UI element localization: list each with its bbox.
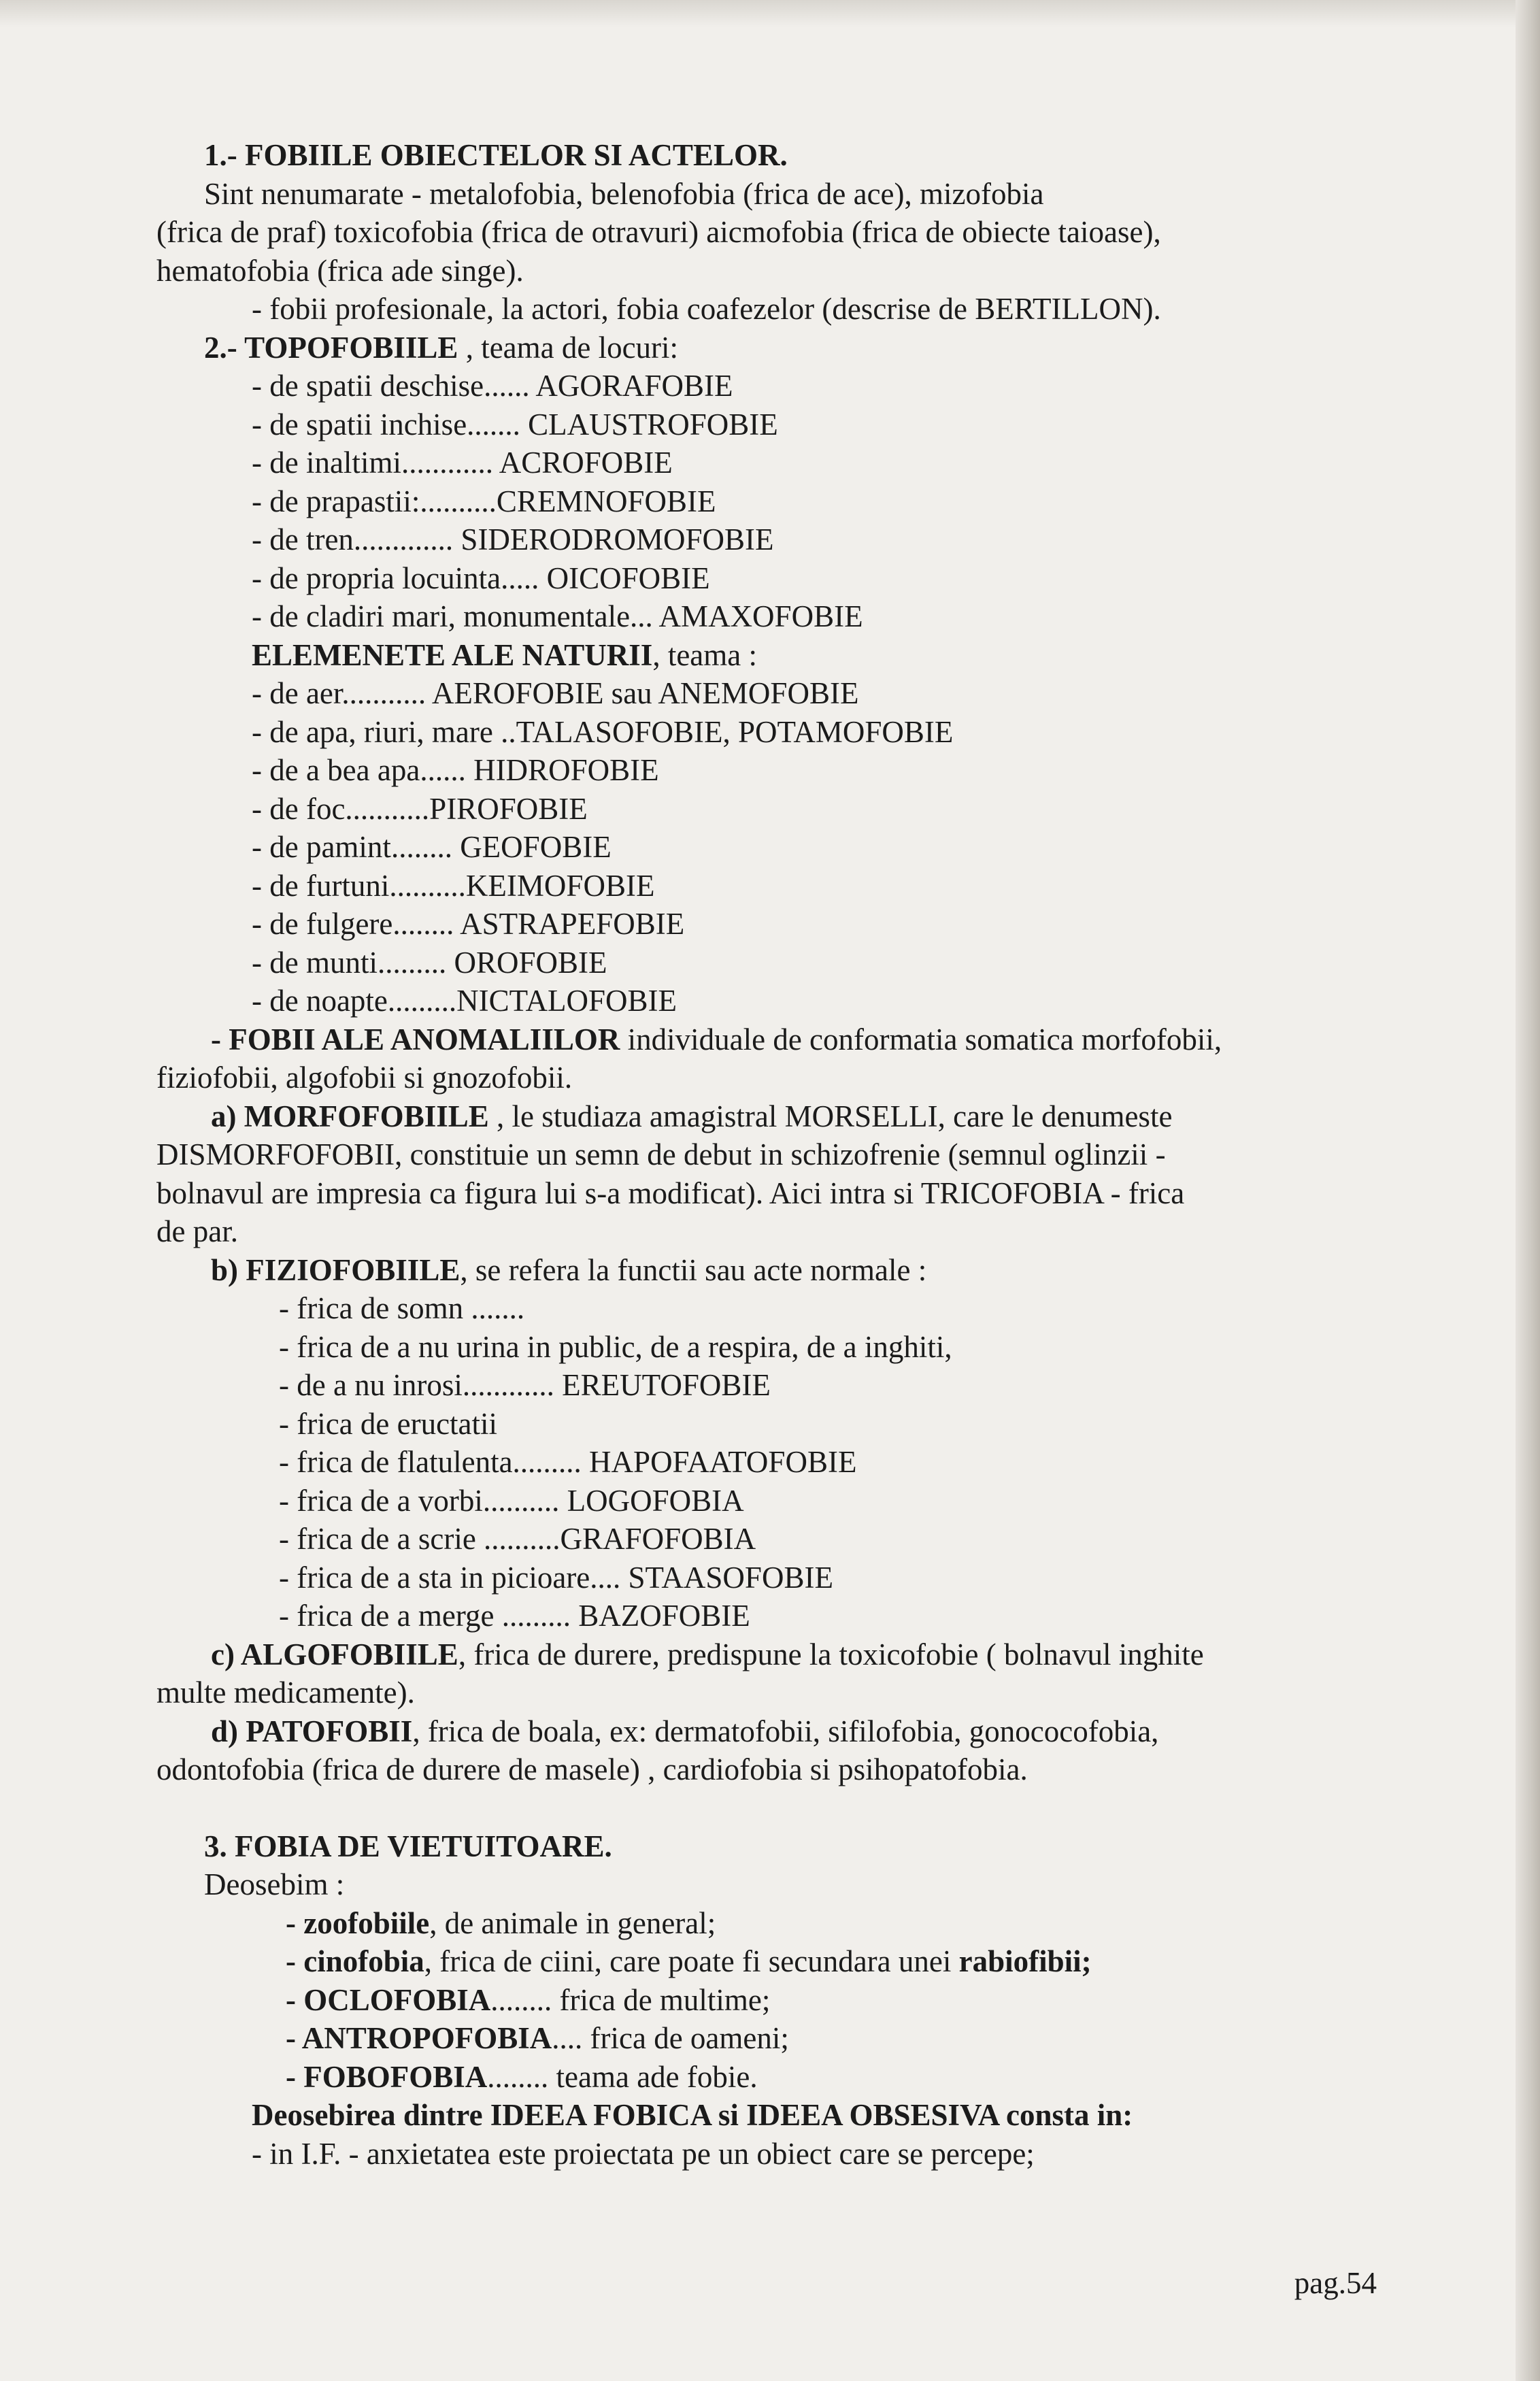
paragraph-line: multe medicamente). — [156, 1676, 415, 1710]
paragraph-line: Sint nenumarate - metalofobia, belenofobia (frica de ace), mizofobia — [204, 176, 1044, 211]
list-item: - de fulgere........ ASTRAPEFOBIE — [252, 907, 685, 941]
item-term: - zoofobiile — [286, 1905, 430, 1940]
list-item: - de tren............. SIDERODROMOFOBIE — [252, 522, 774, 556]
patofobii-rest: , frica de boala, ex: dermatofobii, sifilofobia, gonococofobia, — [412, 1714, 1159, 1748]
list-item: - frica de somn ....... — [279, 1291, 525, 1325]
subheading-elements — [156, 636, 1435, 675]
anomalies-title: - FOBII ALE ANOMALIILOR — [211, 1022, 620, 1056]
item-desc: ........ teama ade fobie. — [487, 2059, 758, 2094]
list-item: - de inaltimi............ ACROFOBIE — [252, 446, 673, 480]
list-item: - de spatii inchise....... CLAUSTROFOBIE — [252, 407, 778, 442]
anomalies-rest: individuale de conformatia somatica morfofobii, — [620, 1022, 1222, 1056]
list-item — [156, 2058, 1435, 2097]
list-item — [156, 2019, 1435, 2058]
algofobii-line — [156, 1635, 1435, 1674]
top-shadow — [0, 0, 1540, 27]
item-desc: , de animale in general; — [429, 1905, 716, 1940]
difference-heading: Deosebirea dintre IDEEA FOBICA si IDEEA OBSESIVA consta in: — [252, 2098, 1133, 2132]
heading-rest: , teama de locuri: — [458, 330, 679, 365]
list-item: - frica de a vorbi.......... LOGOFOBIA — [279, 1483, 744, 1518]
list-item: - de propria locuinta..... OICOFOBIE — [252, 561, 710, 595]
morfofobii-line — [156, 1097, 1435, 1136]
patofobii-label: d) PATOFOBII — [211, 1714, 413, 1748]
patofobii-line — [156, 1712, 1435, 1751]
item-term: - cinofobia — [286, 1944, 424, 1978]
list-item: - de foc...........PIROFOBIE — [252, 791, 588, 826]
paragraph-line: odontofobia (frica de durere de masele) , cardiofobia si psihopatofobia. — [156, 1752, 1028, 1786]
book-spine-shadow — [1516, 0, 1540, 2381]
paragraph-line: de par. — [156, 1214, 238, 1248]
item-term: - ANTROPOFOBIA — [286, 2021, 552, 2055]
item-desc: .... frica de oameni; — [552, 2021, 789, 2055]
item-term-2: rabiofibii; — [958, 1944, 1092, 1978]
paragraph-line: - fobii profesionale, la actori, fobia coafezelor (descrise de BERTILLON). — [252, 292, 1161, 326]
list-item: - frica de a sta in picioare.... STAASOFOBIE — [279, 1560, 833, 1595]
section-heading-1: 1.- FOBIILE OBIECTELOR SI ACTELOR. — [204, 138, 788, 172]
list-item: - de a bea apa...... HIDROFOBIE — [252, 753, 659, 787]
item-term: - OCLOFOBIA — [286, 1982, 491, 2017]
anomalies-line — [156, 1020, 1435, 1059]
algofobii-rest: , frica de durere, predispune la toxicofobie ( bolnavul inghite — [458, 1637, 1204, 1671]
item-desc: ........ frica de multime; — [490, 1982, 771, 2017]
fiziofobii-label: b) FIZIOFOBIILE — [211, 1252, 461, 1287]
list-item: - frica de a nu urina in public, de a respira, de a inghiti, — [279, 1329, 952, 1364]
page-number: pag.54 — [1294, 2266, 1377, 2300]
paragraph-line: - in I.F. - anxietatea este proiectata pe un obiect care se percepe; — [252, 2136, 1035, 2171]
fiziofobii-line — [156, 1251, 1435, 1290]
list-item: - de furtuni..........KEIMOFOBIE — [252, 868, 655, 903]
paragraph-line: (frica de praf) toxicofobia (frica de otravuri) aicmofobia (frica de obiecte taioase), — [156, 215, 1161, 249]
heading-title: 2.- TOPOFOBIILE — [204, 330, 458, 365]
list-item: - de noapte.........NICTALOFOBIE — [252, 984, 677, 1018]
morfofobii-rest: , le studiaza amagistral MORSELLI, care le denumeste — [488, 1099, 1173, 1133]
paragraph-line: fiziofobii, algofobii si gnozofobii. — [156, 1061, 573, 1095]
section-heading-3: 3. FOBIA DE VIETUITOARE. — [204, 1829, 612, 1863]
section-heading-2 — [156, 329, 1435, 367]
paragraph-line: Deosebim : — [204, 1867, 345, 1901]
list-item: - de prapastii:..........CREMNOFOBIE — [252, 484, 716, 518]
paragraph-line: hematofobia (frica ade singe). — [156, 253, 524, 288]
list-item: - de a nu inrosi............ EREUTOFOBIE — [279, 1368, 771, 1402]
list-item: - frica de flatulenta......... HAPOFAATOFOBIE — [279, 1445, 857, 1479]
list-item — [156, 1981, 1435, 2020]
fiziofobii-rest: , se refera la functii sau acte normale : — [460, 1252, 927, 1287]
item-term: - FOBOFOBIA — [286, 2059, 488, 2094]
item-desc: , frica de ciini, care poate fi secundara unei — [424, 1944, 959, 1978]
list-item — [156, 1942, 1435, 1981]
paragraph-line: DISMORFOFOBII, constituie un semn de debut in schizofrenie (semnul oglinzii - — [156, 1137, 1166, 1171]
list-item: - de munti......... OROFOBIE — [252, 945, 607, 980]
list-item: - frica de a merge ......... BAZOFOBIE — [279, 1599, 750, 1633]
morfofobii-label: a) MORFOFOBIILE — [211, 1099, 489, 1133]
algofobii-label: c) ALGOFOBIILE — [211, 1637, 458, 1671]
subheading-rest: , teama : — [652, 637, 757, 672]
list-item: - de spatii deschise...... AGORAFOBIE — [252, 369, 733, 403]
subheading-title: ELEMENETE ALE NATURII — [252, 637, 653, 672]
list-item — [156, 1904, 1435, 1943]
spacer — [156, 1789, 1435, 1827]
page-body — [156, 136, 1435, 2173]
list-item: - de cladiri mari, monumentale... AMAXOFOBIE — [252, 599, 863, 633]
list-item: - de aer........... AEROFOBIE sau ANEMOFOBIE — [252, 676, 859, 710]
list-item: - frica de eructatii — [279, 1406, 498, 1441]
paragraph-line: bolnavul are impresia ca figura lui s-a modificat). Aici intra si TRICOFOBIA - frica — [156, 1176, 1185, 1210]
list-item: - de pamint........ GEOFOBIE — [252, 830, 612, 864]
list-item: - de apa, riuri, mare ..TALASOFOBIE, POTAMOFOBIE — [252, 714, 954, 749]
list-item: - frica de a scrie ..........GRAFOFOBIA — [279, 1522, 756, 1556]
